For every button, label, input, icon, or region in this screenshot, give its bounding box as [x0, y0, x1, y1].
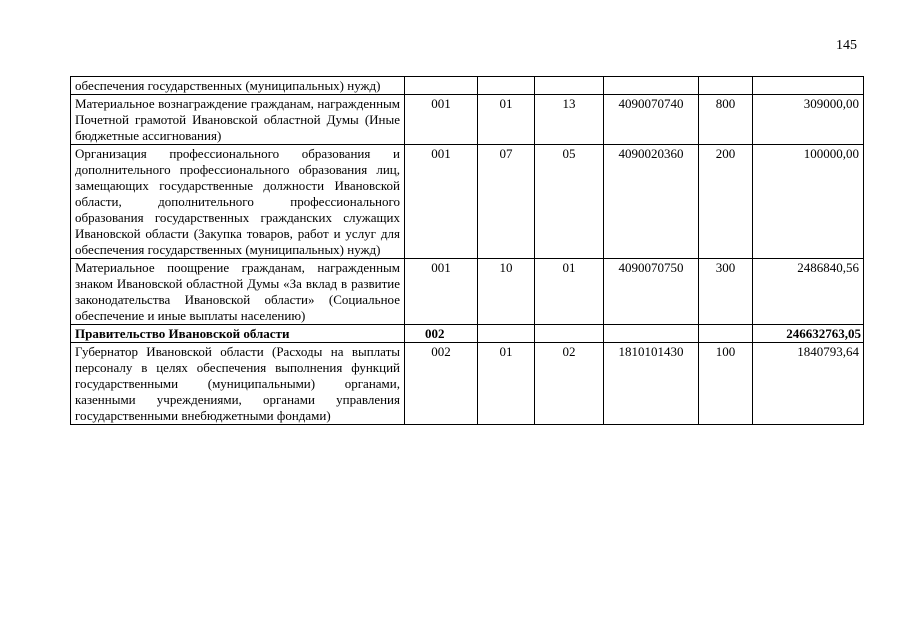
cell-subsection: 05 [535, 145, 604, 259]
cell-subsection: 01 [535, 259, 604, 325]
cell-ved-code: 002 [405, 325, 478, 343]
cell-name: обеспечения государственных (муниципальных) нужд) [71, 77, 405, 95]
cell-section: 01 [478, 95, 535, 145]
cell-amount: 246632763,05 [753, 325, 864, 343]
cell-amount: 309000,00 [753, 95, 864, 145]
cell-target-article [604, 77, 699, 95]
cell-name: Организация профессионального образования и дополнительного профессионального образования лиц, замещающих государственные должности Ивановской области, дополнительного профессионального образования государственных гражданских служащих Ивановской области (Закупка товаров, работ и услуг для обеспечения государственных (муниципальных) нужд) [71, 145, 405, 259]
cell-target-article: 1810101430 [604, 343, 699, 425]
cell-name: Губернатор Ивановской области (Расходы на выплаты персоналу в целях обеспечения выполнения функций государственными (муниципальными) органами, казенными учреждениями, органами управления государственными внебюджетными фондами) [71, 343, 405, 425]
cell-expense-type: 100 [699, 343, 753, 425]
cell-subsection [535, 325, 604, 343]
cell-expense-type: 200 [699, 145, 753, 259]
cell-expense-type [699, 325, 753, 343]
cell-section: 07 [478, 145, 535, 259]
cell-target-article: 4090070750 [604, 259, 699, 325]
table-row [71, 343, 864, 425]
cell-expense-type: 800 [699, 95, 753, 145]
budget-table-body [71, 77, 864, 425]
cell-section [478, 325, 535, 343]
cell-section [478, 77, 535, 95]
page-number: 145 [836, 38, 857, 53]
table-row [71, 259, 864, 325]
cell-expense-type: 300 [699, 259, 753, 325]
table-row [71, 77, 864, 95]
cell-subsection [535, 77, 604, 95]
cell-name: Материальное поощрение гражданам, награжденным знаком Ивановской областной Думы «За вклад в развитие законодательства Ивановской области» (Социальное обеспечение и иные выплаты населению) [71, 259, 405, 325]
cell-amount: 2486840,56 [753, 259, 864, 325]
cell-amount: 100000,00 [753, 145, 864, 259]
cell-amount [753, 77, 864, 95]
table-row [71, 95, 864, 145]
cell-ved-code: 001 [405, 95, 478, 145]
budget-table [70, 76, 864, 425]
cell-ved-code: 001 [405, 259, 478, 325]
cell-amount: 1840793,64 [753, 343, 864, 425]
cell-expense-type [699, 77, 753, 95]
cell-target-article: 4090070740 [604, 95, 699, 145]
table-row [71, 325, 864, 343]
cell-target-article: 4090020360 [604, 145, 699, 259]
cell-name: Материальное вознаграждение гражданам, награжденным Почетной грамотой Ивановской областной Думы (Иные бюджетные ассигнования) [71, 95, 405, 145]
cell-name: Правительство Ивановской области [71, 325, 405, 343]
cell-section: 10 [478, 259, 535, 325]
cell-subsection: 13 [535, 95, 604, 145]
cell-ved-code: 001 [405, 145, 478, 259]
cell-ved-code: 002 [405, 343, 478, 425]
cell-ved-code [405, 77, 478, 95]
cell-section: 01 [478, 343, 535, 425]
cell-target-article [604, 325, 699, 343]
table-row [71, 145, 864, 259]
cell-subsection: 02 [535, 343, 604, 425]
